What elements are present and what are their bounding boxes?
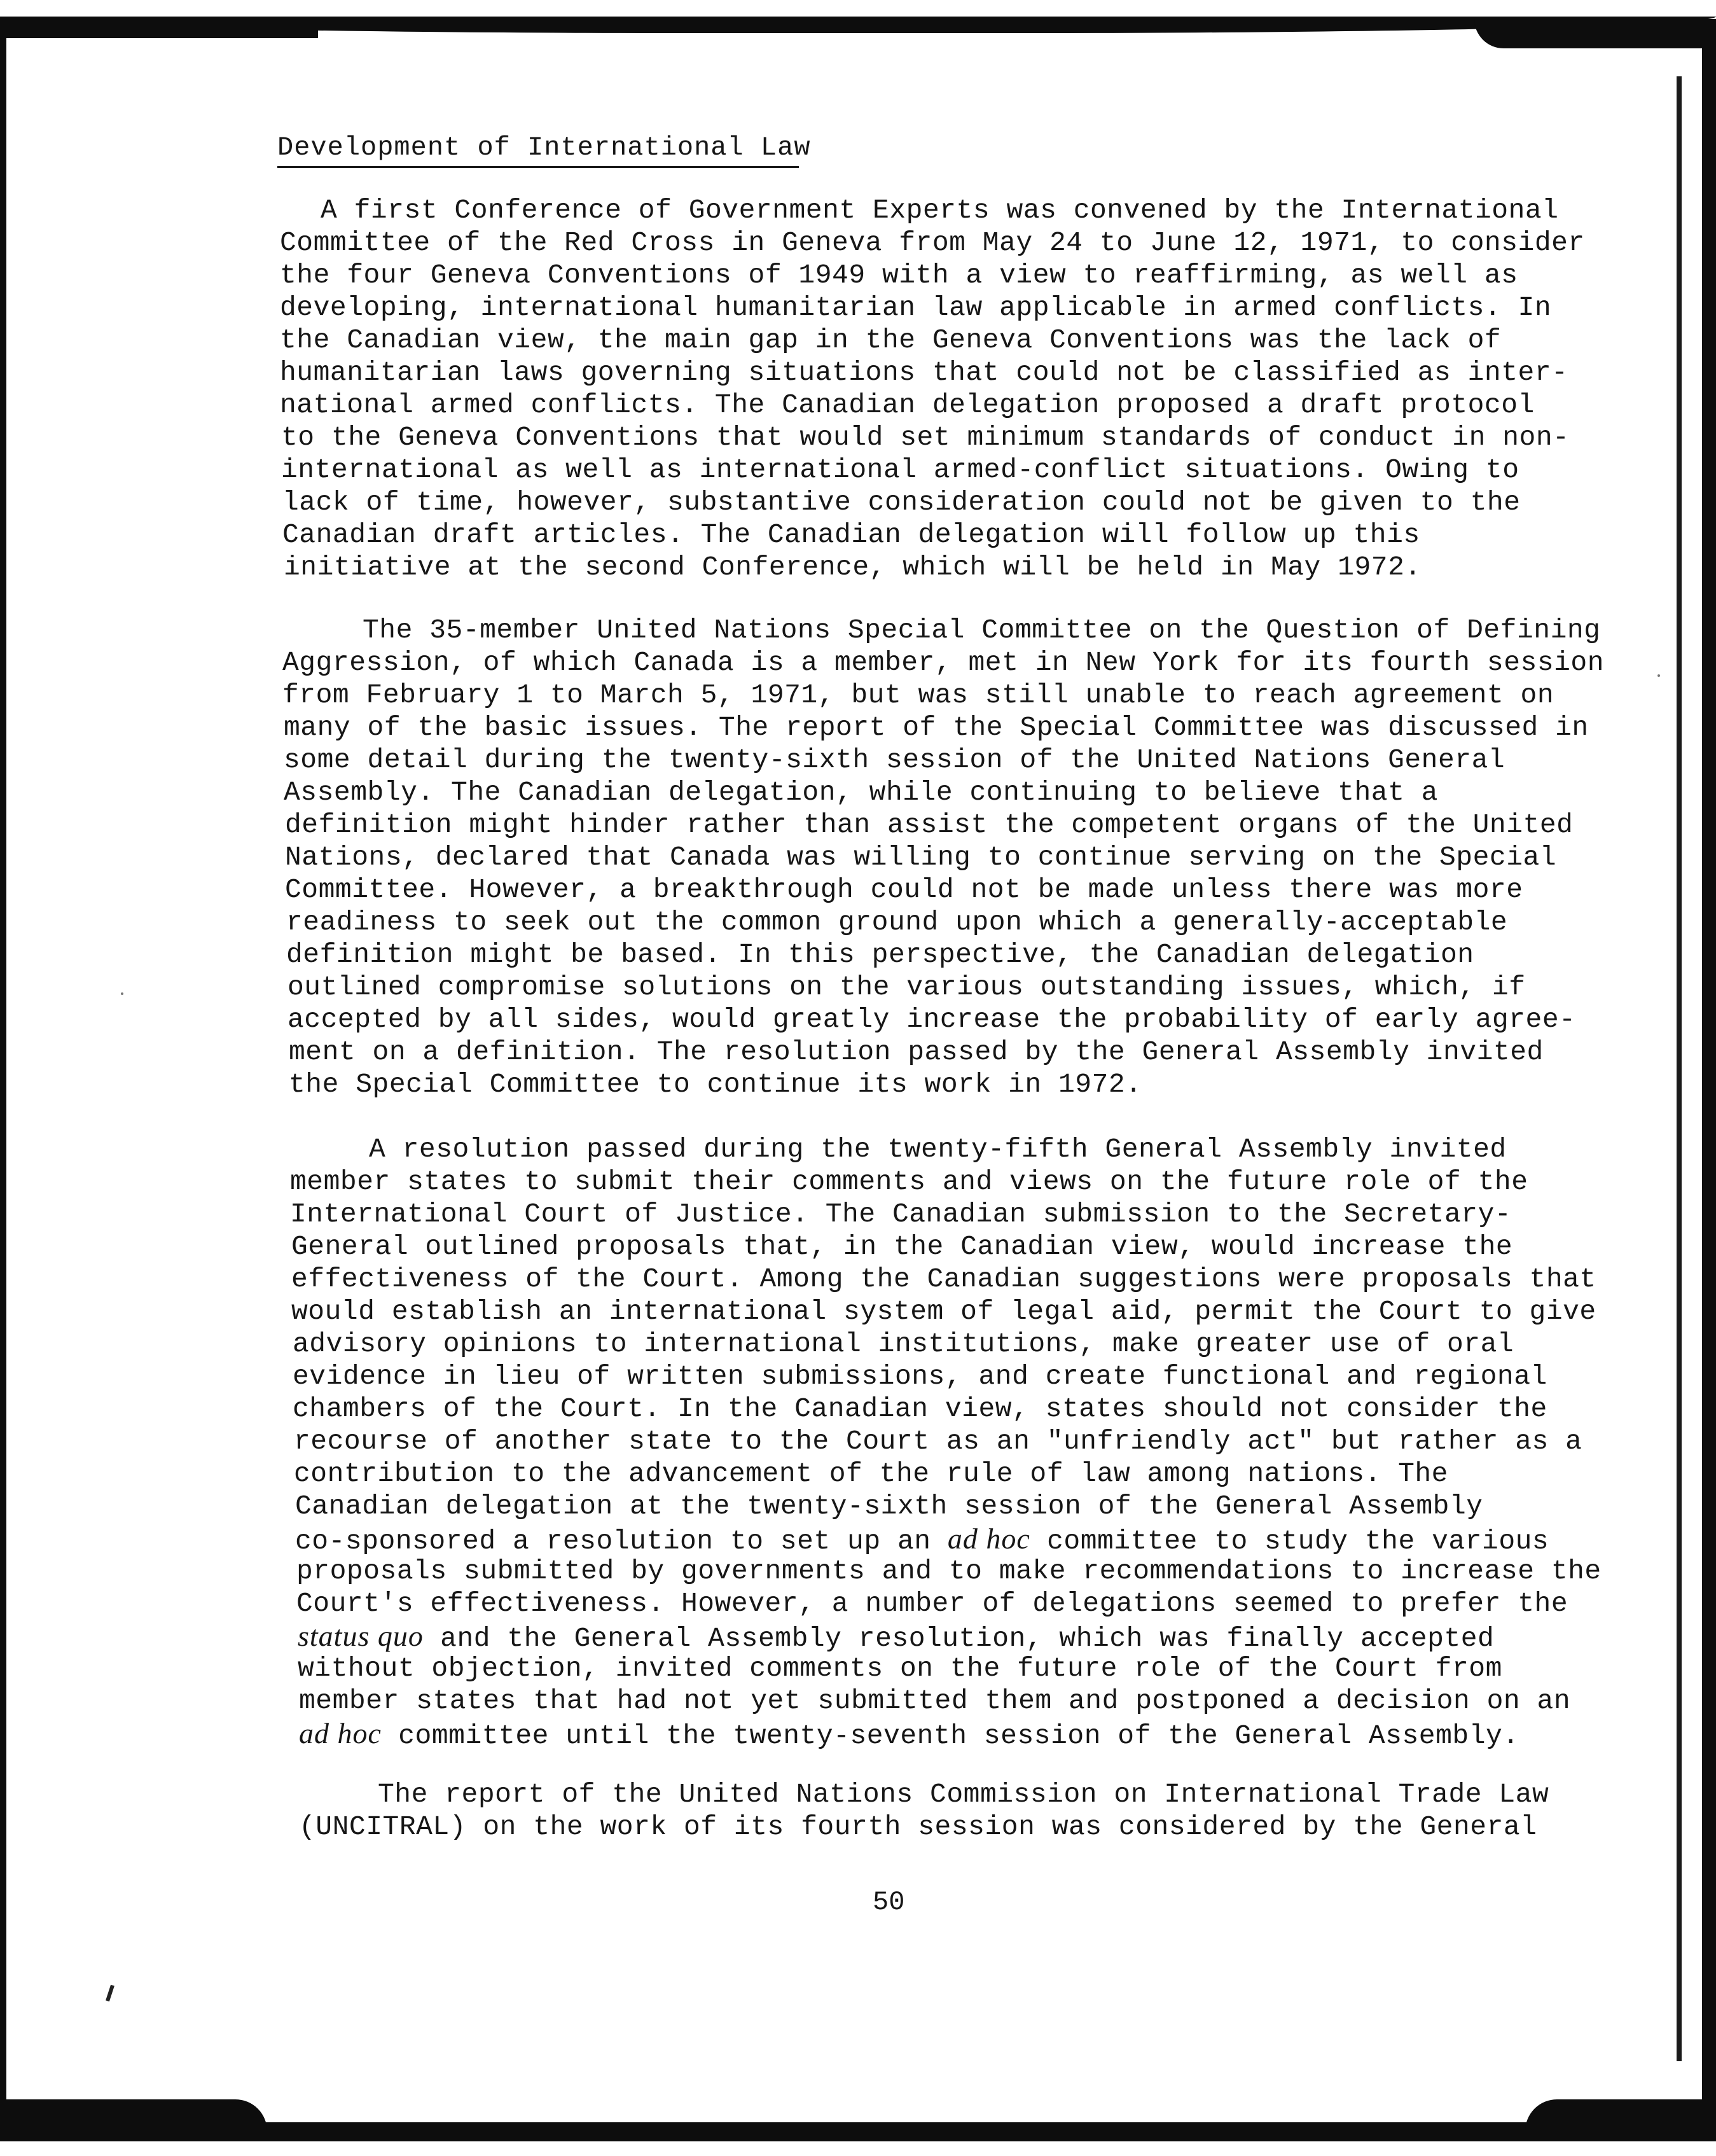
paragraph-line: co-sponsored a resolution to set up an ad hoc committee to study the various	[295, 1522, 1549, 1557]
paragraph-line: lack of time, however, substantive consideration could not be given to the	[282, 487, 1521, 518]
paragraph-line: definition might hinder rather than assist the competent organs of the United	[285, 809, 1574, 840]
paragraph-line: The report of the United Nations Commission on International Trade Law	[378, 1779, 1549, 1810]
paragraph-line: the four Geneva Conventions of 1949 with a view to reaffirming, as well as	[280, 260, 1518, 291]
paragraph-line: Canadian delegation at the twenty-sixth session of the General Assembly	[295, 1491, 1483, 1522]
paragraph-line: many of the basic issues. The report of the Special Committee was discussed in	[284, 712, 1589, 743]
paragraph-line: international as well as international armed-conflict situations. Owing to	[281, 454, 1519, 485]
paragraph-line: the Canadian view, the main gap in the Geneva Conventions was the lack of	[280, 324, 1502, 356]
paragraph-line: without objection, invited comments on the future role of the Court from	[298, 1653, 1502, 1684]
paragraph-line: some detail during the twenty-sixth session of the United Nations General	[284, 744, 1505, 775]
paragraph-line: evidence in lieu of written submissions, and create functional and regional	[293, 1361, 1547, 1392]
scan-artifact-mark	[106, 1985, 114, 2002]
paragraph-line: national armed conflicts. The Canadian delegation proposed a draft protocol	[280, 389, 1535, 421]
paragraph-line: status quo and the General Assembly resolution, which was finally accepted	[298, 1620, 1495, 1654]
paragraph-line: the Special Committee to continue its work in 1972.	[289, 1069, 1142, 1100]
paragraph-line: member states that had not yet submitted them and postponed a decision on an	[299, 1685, 1571, 1716]
paragraph-line: developing, international humanitarian law applicable in armed conflicts. In	[280, 292, 1552, 323]
paragraph-line: advisory opinions to international institutions, make greater use of oral	[293, 1328, 1514, 1360]
paragraph-line: accepted by all sides, would greatly increase the probability of early agree-	[287, 1004, 1576, 1035]
paragraph-line: would establish an international system of legal aid, permit the Court to give	[291, 1296, 1596, 1327]
paragraph-line: Committee. However, a breakthrough could not be made unless there was more	[285, 874, 1523, 905]
paragraph-line: effectiveness of the Court. Among the Canadian suggestions were proposals that	[291, 1263, 1596, 1295]
paragraph-line: member states to submit their comments and views on the future role of the	[290, 1166, 1528, 1197]
paragraph-line: The 35-member United Nations Special Committee on the Question of Defining	[363, 615, 1601, 646]
paragraph-line: definition might be based. In this perspective, the Canadian delegation	[286, 939, 1474, 970]
scan-artifact-dot	[121, 992, 123, 995]
paragraph-line: ment on a definition. The resolution passed by the General Assembly invited	[289, 1036, 1544, 1068]
paragraph-line: readiness to seek out the common ground upon which a generally-acceptable	[286, 907, 1508, 938]
scan-artifact-dot	[1657, 674, 1660, 677]
paragraph-line: proposals submitted by governments and to make recommendations to increase the	[296, 1555, 1602, 1587]
paragraph-line: outlined compromise solutions on the various outstanding issues, which, if	[287, 971, 1526, 1003]
paragraph-line: Aggression, of which Canada is a member, met in New York for its fourth session	[282, 647, 1605, 678]
paragraph-line: chambers of the Court. In the Canadian view, states should not consider the	[293, 1393, 1547, 1424]
section-title-underline	[277, 166, 799, 168]
paragraph-line: A resolution passed during the twenty-fifth General Assembly invited	[369, 1134, 1507, 1165]
paragraph-line: General outlined proposals that, in the Canadian view, would increase the	[291, 1231, 1513, 1262]
section-title: Development of International Law	[277, 132, 811, 163]
page-number: 50	[873, 1887, 905, 1917]
paragraph-line: recourse of another state to the Court as an "unfriendly act" but rather as a	[294, 1426, 1582, 1457]
paragraph-line: Assembly. The Canadian delegation, while continuing to believe that a	[284, 777, 1438, 808]
paragraph-line: Nations, declared that Canada was willing to continue serving on the Special	[285, 842, 1557, 873]
paragraph-line: International Court of Justice. The Canadian submission to the Secretary-	[290, 1199, 1512, 1230]
paragraph-line: (UNCITRAL) on the work of its fourth session was considered by the General	[299, 1811, 1537, 1842]
paragraph-line: ad hoc committee until the twenty-seventh session of the General Assembly.	[299, 1717, 1519, 1751]
paragraph-line: Committee of the Red Cross in Geneva from May 24 to June 12, 1971, to consider	[280, 227, 1585, 258]
paragraph-line: A first Conference of Government Experts was convened by the International	[321, 195, 1559, 226]
paragraph-line: contribution to the advancement of the rule of law among nations. The	[294, 1458, 1448, 1489]
paragraph-line: from February 1 to March 5, 1971, but was still unable to reach agreement on	[282, 679, 1554, 711]
paragraph-line: humanitarian laws governing situations that could not be classified as inter-	[280, 357, 1568, 388]
paragraph-line: Court's effectiveness. However, a number of delegations seemed to prefer the	[296, 1588, 1568, 1619]
paragraph-line: Canadian draft articles. The Canadian delegation will follow up this	[282, 519, 1420, 550]
paragraph-line: initiative at the second Conference, which will be held in May 1972.	[284, 552, 1422, 583]
paragraph-line: to the Geneva Conventions that would set minimum standards of conduct in non-	[281, 422, 1570, 453]
